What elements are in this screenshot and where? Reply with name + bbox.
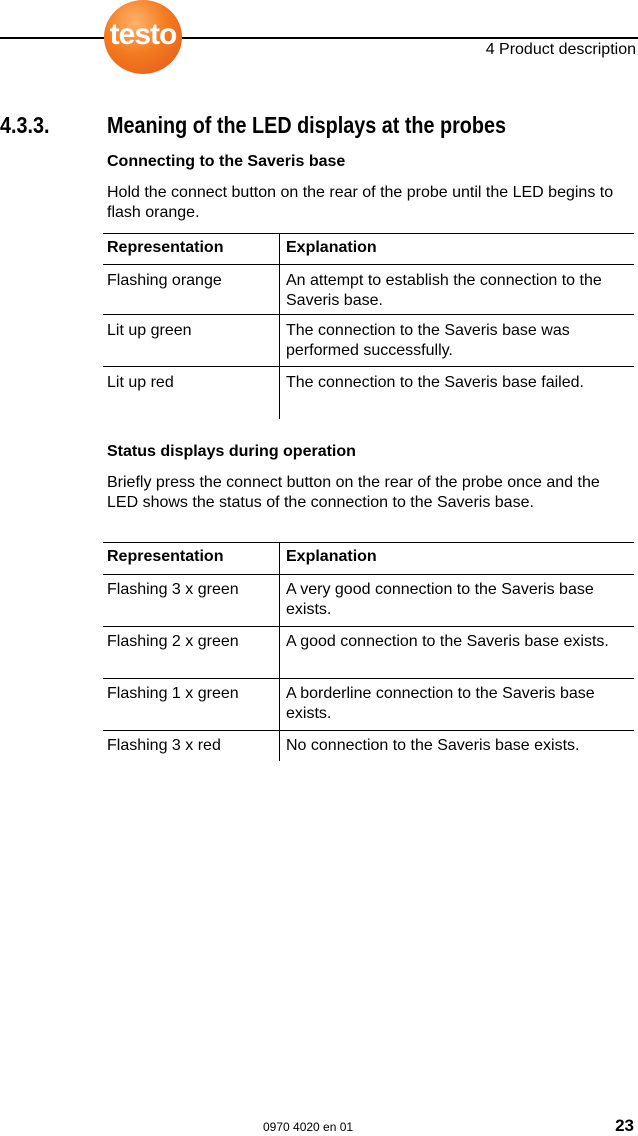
cell-explanation: An attempt to establish the connection to the Saveris base. xyxy=(286,272,602,309)
logo-text: testo xyxy=(109,18,177,51)
cell-representation: Flashing 2 x green xyxy=(103,627,280,679)
header-explanation: Explanation xyxy=(286,548,377,565)
header-explanation: Explanation xyxy=(286,239,377,256)
heading-title: Meaning of the LED displays at the probes xyxy=(107,112,506,138)
section2-paragraph: Briefly press the connect button on the rear of the probe once and the LED shows the status of the connection to the Saveris base. xyxy=(107,474,600,511)
header-representation: Representation xyxy=(103,234,280,265)
table-row xyxy=(103,265,634,315)
table-row xyxy=(103,367,634,419)
table-row xyxy=(103,575,634,627)
table-header-row xyxy=(103,234,634,265)
cell-representation: Flashing 1 x green xyxy=(103,679,280,731)
cell-explanation: The connection to the Saveris base was performed successfully. xyxy=(286,322,570,359)
cell-representation: Flashing 3 x green xyxy=(103,575,280,627)
led-table-connecting xyxy=(103,233,634,419)
heading-number: 4.3.3. xyxy=(0,112,50,138)
section1-subhead xyxy=(107,152,635,172)
table-row xyxy=(103,679,634,731)
header-rule-left xyxy=(0,37,104,39)
footer-page-number: 23 xyxy=(615,1116,634,1135)
cell-explanation: A good connection to the Saveris base exists. xyxy=(286,633,609,650)
section1-subhead-text: Connecting to the Saveris base xyxy=(107,153,346,170)
testo-logo xyxy=(104,0,182,74)
header-rule-right xyxy=(182,37,638,39)
cell-explanation: No connection to the Saveris base exists. xyxy=(286,737,580,754)
cell-explanation: A very good connection to the Saveris base exists. xyxy=(286,581,594,618)
table-row xyxy=(103,315,634,367)
table-row xyxy=(103,627,634,679)
led-table-status xyxy=(103,542,634,761)
section2-subhead xyxy=(107,442,635,462)
section1-paragraph: Hold the connect button on the rear of the probe until the LED begins to flash orange. xyxy=(107,184,614,221)
table-header-row xyxy=(103,543,634,575)
cell-representation: Lit up green xyxy=(103,315,280,367)
header-representation: Representation xyxy=(103,543,280,575)
table-row xyxy=(103,731,634,761)
cell-representation: Flashing 3 x red xyxy=(103,731,280,761)
cell-representation: Flashing orange xyxy=(103,265,280,315)
header-section-title: 4 Product description xyxy=(485,41,636,58)
cell-explanation: A borderline connection to the Saveris base exists. xyxy=(286,685,595,722)
section2-subhead-text: Status displays during operation xyxy=(107,443,356,460)
footer-document-code: 0970 4020 en 01 xyxy=(263,1120,354,1134)
cell-representation: Lit up red xyxy=(103,367,280,419)
cell-explanation: The connection to the Saveris base failed. xyxy=(286,374,584,391)
